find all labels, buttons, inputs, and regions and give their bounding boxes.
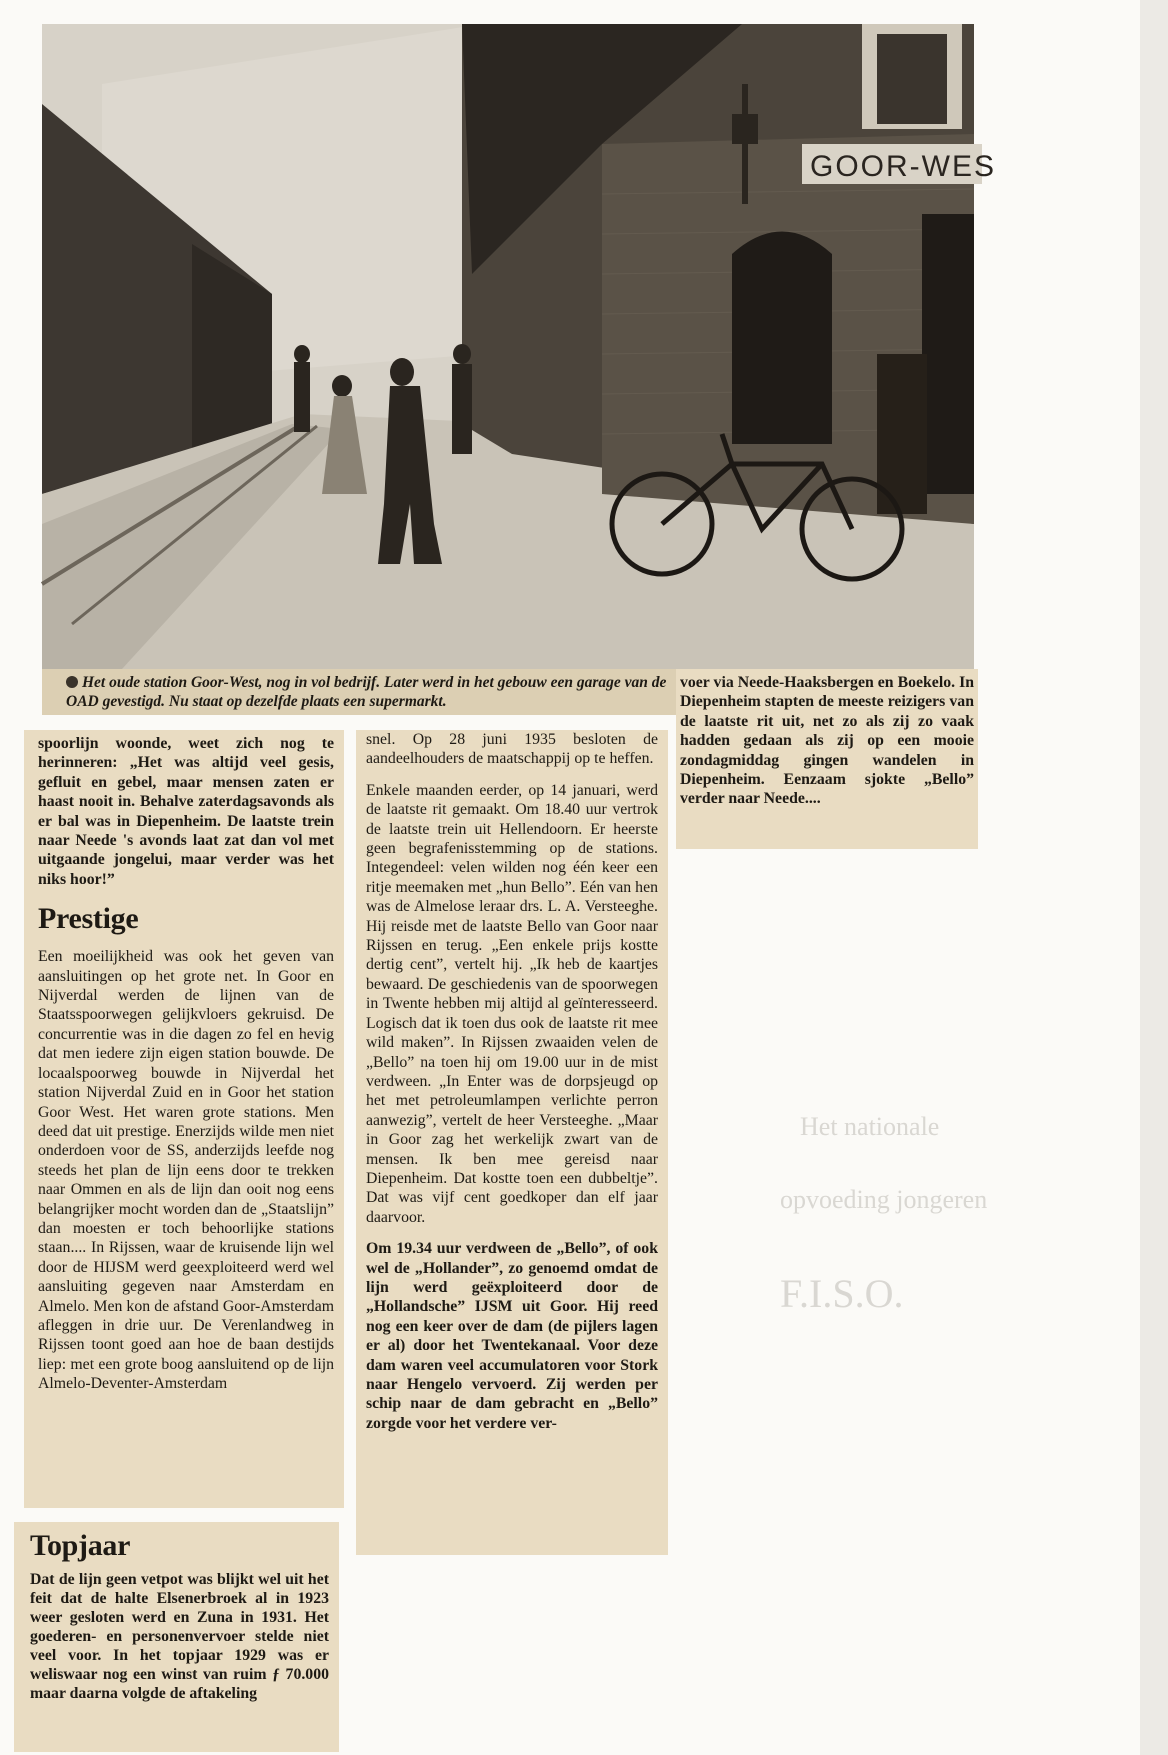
photo-clipping [42,24,996,669]
showthrough-line-3: F.I.S.O. [780,1271,904,1316]
station-photo [42,24,996,669]
column-2-paragraph-3: Om 19.34 uur verdween de „Bello”, of ook wel de „Hollander”, zo genoemd omdat de lijn werd geëxploiteerd door de „Hollandsche” IJSM uit Goor. Hij reed nog een keer over de dam (de pijlers lagen er al) door het Twentekanaal. Voor deze dam waren veel accumulatoren voor Stork naar Hengelo vervoerd. Zij werden per schip naar de dam gebracht en „Bello” zorgde voor het verdere ver- [366,1240,658,1432]
sheet-edge-shadow [1140,0,1168,1755]
topjaar-paragraph: Dat de lijn geen vetpot was blijkt wel uit het feit dat de halte Elsenerbroek al in 1923 weer gesloten werd en Zuna in 1931. Het goederen- en personenvervoer stelde niet veel voor. In het topjaar 1929 was er weliswaar nog een winst van ruim ƒ 70.000 maar daarna volgde de aftakeling [30,1571,329,1702]
column-1-clipping [24,730,344,1508]
caption-bullet-icon [66,676,78,688]
photo-caption: Het oude station Goor-West, nog in vol bedrijf. Later werd in het gebouw een garage van de OAD gevestigd. Nu staat op dezelfde plaats een supermarkt. [66,674,667,710]
station-sign-text: GOOR-WES [810,150,996,183]
column-3-paragraph-1: voer via Neede-Haaksbergen en Boekelo. In Diepenheim stapten de meeste reizigers van de laatste rit uit, net zo als zij zo vaak hadden gedaan als zij op een mooie zondagmiddag gingen wandelen in Diepenheim. Eenzaam sjokte „Bello” verder naar Neede.... [680,674,974,808]
column-2-paragraph-1: snel. Op 28 juni 1935 besloten de aandeelhouders de maatschappij op te heffen. [366,731,658,768]
showthrough-line-1: Het nationale [800,1112,940,1141]
column-3-clipping [676,669,978,849]
column-2-clipping [356,730,668,1555]
column-2-paragraph-2: Enkele maanden eerder, op 14 januari, werd de laatste rit gemaakt. Om 18.40 uur vertrok de laatste trein uit Hellendoorn. Er heerste geen begrafenisstemming op de stations. Integendeel: velen wilden nog één keer een ritje meemaken met „hun Bello”. Eén van hen was de Almelose leraar drs. L. A. Versteeghe. Hij reisde met de laatste Bello van Goor naar Rijssen en terug. „Een enkele prijs kostte dertig cent”, vertelt hij. „Ik heb de kaartjes bewaard. De geschiedenis van de spoorwegen in Twente hebben mij altijd al geïnteresseerd. Logisch dat ik toen dus ook de laatste rit mee wild maken”. In Rijssen zwaaiden velen de „Bello” na toen hij om 19.00 uur in de mist verdween. „In Enter was de dorpsjeugd op het met petroleumlampen verlichte perron aanwezig”, vertelt de heer Versteeghe. „Maar in Goor zag het werkelijk zwart van de mensen. Ik ben mee gereisd naar Diepenheim. Dat kostte toen een dubbeltje”. Dat was vijf cent goedkoper dan elf jaar daarvoor. [366,781,658,1226]
column-1-paragraph-2: Een moeilijkheid was ook het geven van aansluitingen op het grote net. In Goor en Nijverdal werden de lijnen van de Staatsspoorwegen gelijkvloers gekruisd. De concurrentie was in die dagen zo fel en hevig dat men iedere zijn eigen station bouwde. De locaalspoorweg bouwde in Nijverdal het station Nijverdal Zuid en in Goor het station Goor West. Het waren grote stations. Men deed dat uit prestige. Enerzijds wilde men niet onderdoen voor de SS, anderzijds leefde nog steeds het plan de lijn eens door te trekken naar Ommen en als de lijn dan ooit nog eens belangrijker mocht worden dan de „Staatslijn” dan moesten er toch behoorlijke stations staan.... In Rijssen, waar de kruisende lijn wel door de HIJSM werd geexploiteerd werd wel aansluiting gegeven naar Amsterdam en Almelo. Men kon de afstand Goor-Amsterdam afleggen in drie uur. De Verenlandweg in Rijssen toont goed aan hoe de baan destijds liep: met een grote boog aansluitend op de lijn Almelo-Deventer-Amsterdam [38,948,334,1393]
heading-prestige: Prestige [38,902,139,936]
topjaar-clipping [14,1522,339,1752]
heading-topjaar: Topjaar [30,1529,131,1562]
column-1-paragraph-1: spoorlijn woonde, weet zich nog te herinneren: „Het was altijd veel gesis, gefluit en gebel, maar mensen zaten er haast nooit in. Behalve zaterdagsavonds als er bal was in Diepenheim. De laatste trein naar Neede 's avonds laat zat dan vol met uitgaande jongelui, maar verder was het niks hoor!” [38,735,334,888]
showthrough-line-2: opvoeding jongeren [780,1185,988,1214]
